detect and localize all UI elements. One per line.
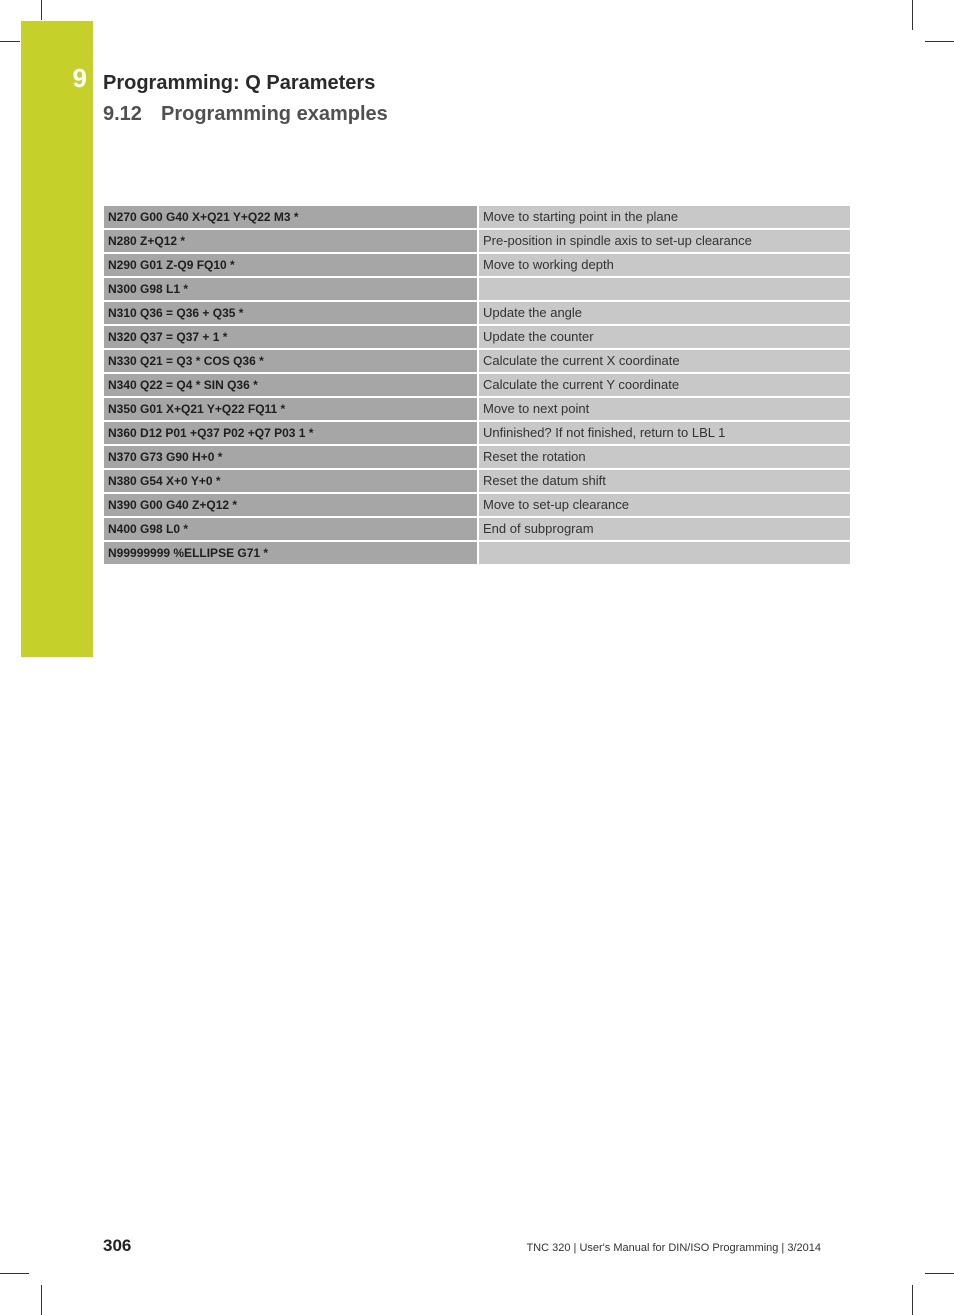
description-cell bbox=[479, 278, 850, 300]
description-cell: Calculate the current X coordinate bbox=[479, 350, 850, 372]
description-cell: Reset the datum shift bbox=[479, 470, 850, 492]
description-cell: Calculate the current Y coordinate bbox=[479, 374, 850, 396]
code-cell: N280 Z+Q12 * bbox=[104, 230, 477, 252]
table-row bbox=[104, 230, 850, 252]
description-cell bbox=[479, 542, 850, 564]
table-row bbox=[104, 470, 850, 492]
table-row bbox=[104, 254, 850, 276]
section-title: Programming examples bbox=[161, 103, 388, 125]
table-row bbox=[104, 422, 850, 444]
crop-mark bbox=[912, 0, 913, 30]
description-cell: Update the counter bbox=[479, 326, 850, 348]
description-cell: Move to set-up clearance bbox=[479, 494, 850, 516]
description-cell: End of subprogram bbox=[479, 518, 850, 540]
description-cell: Reset the rotation bbox=[479, 446, 850, 468]
code-cell: N400 G98 L0 * bbox=[104, 518, 477, 540]
code-cell: N370 G73 G90 H+0 * bbox=[104, 446, 477, 468]
crop-mark bbox=[0, 1273, 29, 1274]
table-row bbox=[104, 398, 850, 420]
table-row bbox=[104, 494, 850, 516]
code-cell: N320 Q37 = Q37 + 1 * bbox=[104, 326, 477, 348]
code-cell: N380 G54 X+0 Y+0 * bbox=[104, 470, 477, 492]
code-cell: N99999999 %ELLIPSE G71 * bbox=[104, 542, 477, 564]
section-heading bbox=[103, 103, 388, 126]
code-cell: N290 G01 Z-Q9 FQ10 * bbox=[104, 254, 477, 276]
table-row bbox=[104, 350, 850, 372]
description-cell: Move to working depth bbox=[479, 254, 850, 276]
code-cell: N360 D12 P01 +Q37 P02 +Q7 P03 1 * bbox=[104, 422, 477, 444]
table-row bbox=[104, 326, 850, 348]
table-row bbox=[104, 278, 850, 300]
code-cell: N350 G01 X+Q21 Y+Q22 FQ11 * bbox=[104, 398, 477, 420]
code-cell: N310 Q36 = Q36 + Q35 * bbox=[104, 302, 477, 324]
code-cell: N300 G98 L1 * bbox=[104, 278, 477, 300]
crop-mark bbox=[0, 41, 20, 42]
code-cell: N340 Q22 = Q4 * SIN Q36 * bbox=[104, 374, 477, 396]
description-cell: Pre-position in spindle axis to set-up clearance bbox=[479, 230, 850, 252]
section-number: 9.12 bbox=[103, 103, 142, 125]
footer-text: TNC 320 | User's Manual for DIN/ISO Programming | 3/2014 bbox=[526, 1242, 821, 1254]
table-row bbox=[104, 206, 850, 228]
description-cell: Unfinished? If not finished, return to LBL 1 bbox=[479, 422, 850, 444]
description-cell: Move to next point bbox=[479, 398, 850, 420]
chapter-number: 9 bbox=[72, 63, 87, 93]
table-row bbox=[104, 542, 850, 564]
description-cell: Update the angle bbox=[479, 302, 850, 324]
page-number: 306 bbox=[103, 1236, 132, 1255]
crop-mark bbox=[925, 1273, 954, 1274]
crop-mark bbox=[41, 0, 42, 20]
code-cell: N330 Q21 = Q3 * COS Q36 * bbox=[104, 350, 477, 372]
description-cell: Move to starting point in the plane bbox=[479, 206, 850, 228]
chapter-title: Programming: Q Parameters bbox=[103, 72, 376, 94]
table-row bbox=[104, 518, 850, 540]
program-table bbox=[104, 206, 850, 566]
table-row bbox=[104, 374, 850, 396]
code-cell: N270 G00 G40 X+Q21 Y+Q22 M3 * bbox=[104, 206, 477, 228]
chapter-tab bbox=[21, 21, 93, 657]
table-row bbox=[104, 302, 850, 324]
crop-mark bbox=[41, 1285, 42, 1315]
crop-mark bbox=[912, 1285, 913, 1315]
crop-mark bbox=[925, 41, 954, 42]
table-row bbox=[104, 446, 850, 468]
code-cell: N390 G00 G40 Z+Q12 * bbox=[104, 494, 477, 516]
